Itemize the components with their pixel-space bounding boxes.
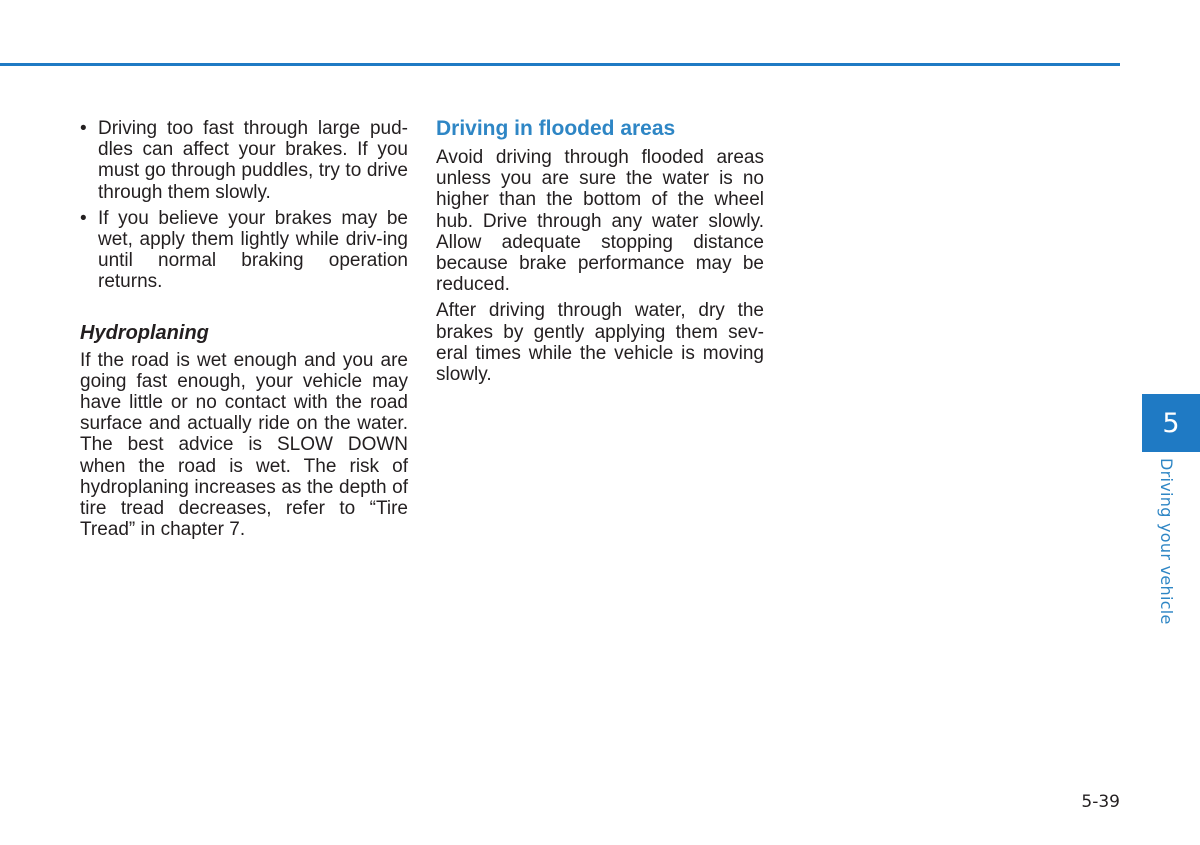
right-column [436, 118, 764, 390]
bullet-text: Driving too fast through large pud-dles can affect your brakes. If you must go through puddles, try to drive through them slowly. [98, 118, 408, 203]
chapter-number-tab: 5 [1142, 394, 1200, 452]
dry-brakes-paragraph: After driving through water, dry the brakes by gently applying them sev-eral times while the vehicle is moving slowly. [436, 300, 764, 386]
chapter-label: Driving your vehicle [1157, 458, 1176, 625]
page-number: 5-39 [1081, 792, 1120, 812]
flooded-areas-heading: Driving in flooded areas [436, 117, 676, 140]
bullet-text: If you believe your brakes may be wet, apply them lightly while driv-ing until normal braking operation returns. [98, 207, 408, 293]
hydroplaning-paragraph: If the road is wet enough and you are going fast enough, your vehicle may have little or no contact with the road surface and actually ride on the water. The best advice is SLOW DOWN when the road is wet. The risk of hydroplaning increases as the depth of tire tread decreases, refer to “Tire Tread” in chapter 7. [80, 349, 408, 541]
left-column [80, 118, 408, 545]
top-rule [0, 63, 1120, 66]
flooded-areas-paragraph: Avoid driving through flooded areas unless you are sure the water is no higher than the bottom of the wheel hub. Drive through any water slowly. Allow adequate stopping distance because brake performance may be reduced. [436, 147, 764, 296]
bullet-item [80, 118, 408, 203]
hydroplaning-heading: Hydroplaning [80, 321, 209, 344]
bullet-icon: • [80, 118, 87, 139]
bullet-icon: • [80, 207, 87, 229]
bullet-item [80, 208, 408, 293]
bullet-list [80, 118, 408, 293]
